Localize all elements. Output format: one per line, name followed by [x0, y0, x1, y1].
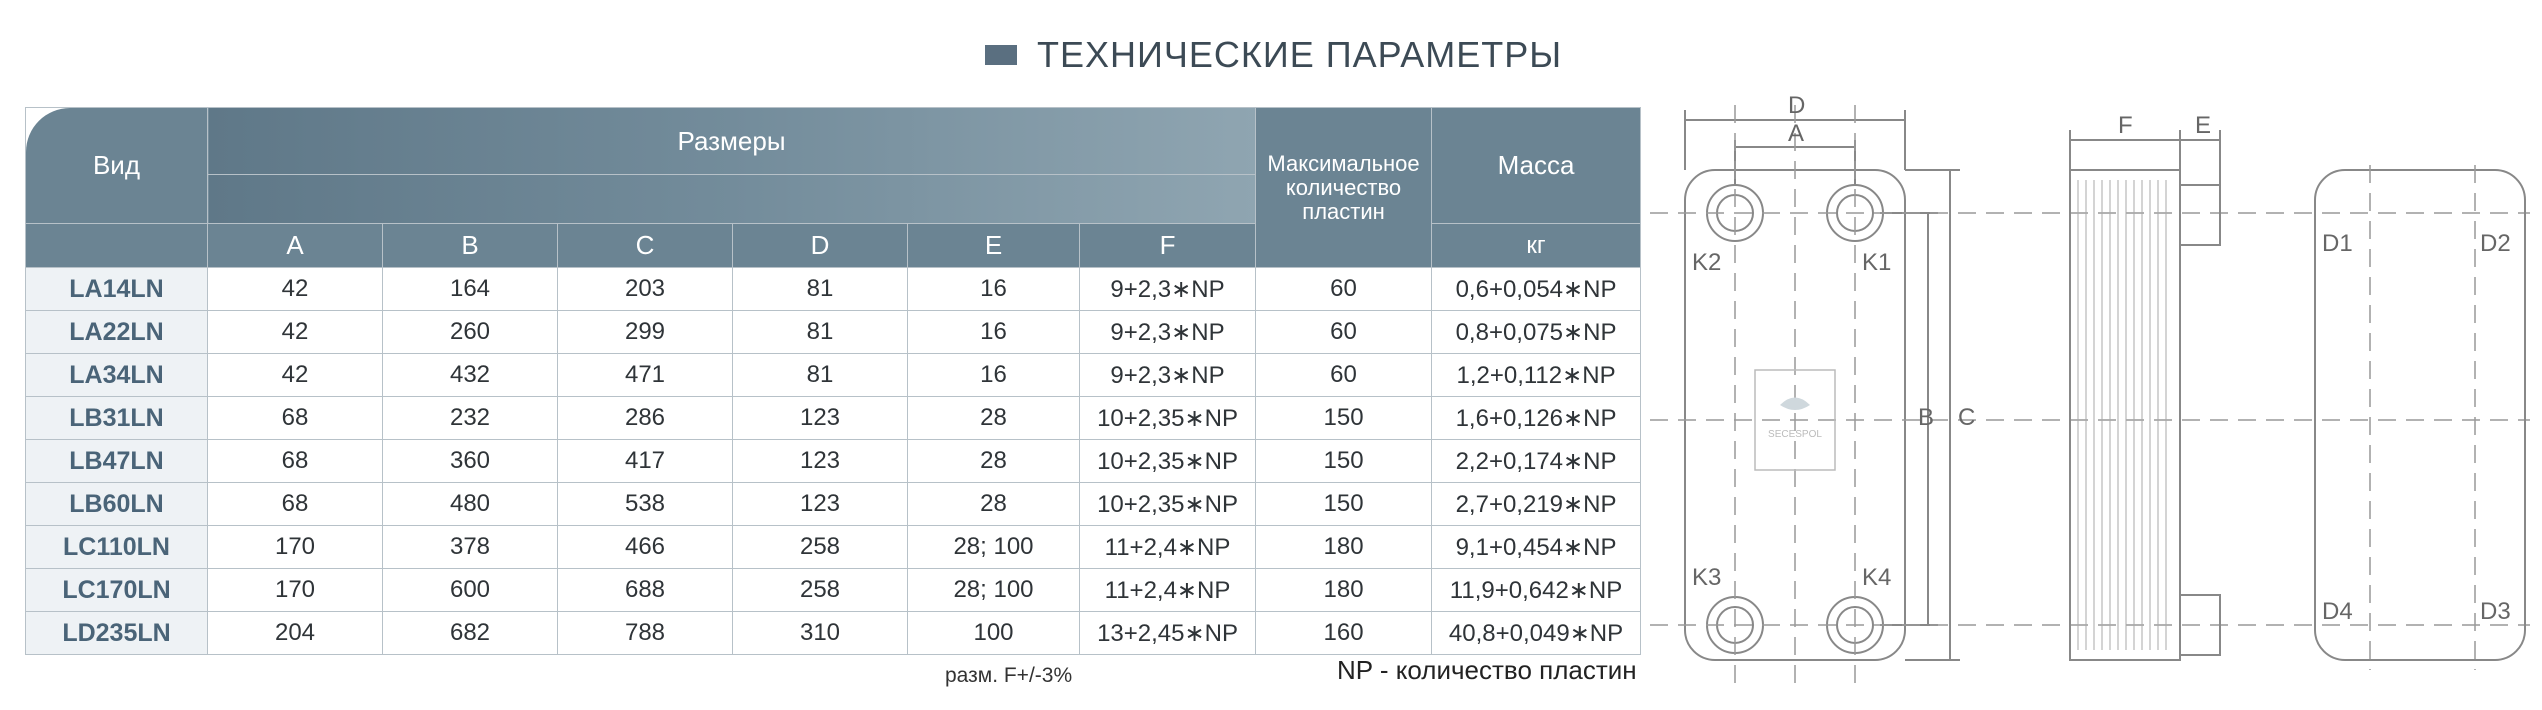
- cell-e: 28: [908, 440, 1080, 483]
- cell-d: 123: [733, 483, 908, 526]
- cell-c: 286: [558, 397, 733, 440]
- cell-e: 16: [908, 354, 1080, 397]
- cell-c: 688: [558, 569, 733, 612]
- header-sizes: Размеры: [208, 108, 1256, 175]
- cell-model: LC170LN: [26, 569, 208, 612]
- cell-d: 81: [733, 268, 908, 311]
- table-row: [26, 397, 1641, 440]
- label-f: F: [2118, 112, 2133, 139]
- cell-model: LA34LN: [26, 354, 208, 397]
- cell-f: 9+2,3∗NP: [1080, 268, 1256, 311]
- cell-max: 180: [1256, 569, 1432, 612]
- label-d4: D4: [2322, 598, 2353, 625]
- cell-b: 164: [383, 268, 558, 311]
- table-row: [26, 268, 1641, 311]
- cell-model: LB47LN: [26, 440, 208, 483]
- cell-max: 60: [1256, 354, 1432, 397]
- cell-a: 170: [208, 526, 383, 569]
- cell-c: 788: [558, 612, 733, 655]
- cell-mass: 1,6+0,126∗NP: [1432, 397, 1641, 440]
- cell-e: 100: [908, 612, 1080, 655]
- cell-a: 68: [208, 440, 383, 483]
- section-title: [985, 30, 1562, 80]
- back-view-centerlines: [2370, 165, 2475, 670]
- cell-max: 160: [1256, 612, 1432, 655]
- title-marker: [985, 45, 1017, 65]
- label-k1: K1: [1862, 249, 1892, 276]
- cell-c: 466: [558, 526, 733, 569]
- cell-b: 600: [383, 569, 558, 612]
- cell-d: 123: [733, 440, 908, 483]
- label-d2: D2: [2480, 230, 2511, 257]
- cell-f: 10+2,35∗NP: [1080, 397, 1256, 440]
- table-row: [26, 354, 1641, 397]
- cell-a: 68: [208, 397, 383, 440]
- cell-a: 204: [208, 612, 383, 655]
- cell-max: 60: [1256, 268, 1432, 311]
- cell-model: LD235LN: [26, 612, 208, 655]
- label-k4: K4: [1862, 564, 1892, 591]
- cell-d: 81: [733, 311, 908, 354]
- cell-c: 417: [558, 440, 733, 483]
- cell-max: 150: [1256, 483, 1432, 526]
- cell-e: 16: [908, 268, 1080, 311]
- spec-table: [25, 107, 1641, 655]
- cell-a: 42: [208, 354, 383, 397]
- cell-d: 81: [733, 354, 908, 397]
- tolerance-note: разм. F+/-3%: [945, 664, 1073, 687]
- cell-f: 11+2,4∗NP: [1080, 526, 1256, 569]
- cell-d: 258: [733, 526, 908, 569]
- header-dim-d: D: [733, 224, 908, 268]
- cell-f: 10+2,35∗NP: [1080, 483, 1256, 526]
- header-vid: Вид: [26, 108, 208, 224]
- table-row: [26, 569, 1641, 612]
- cell-b: 378: [383, 526, 558, 569]
- header-dim-e: E: [908, 224, 1080, 268]
- cell-e: 16: [908, 311, 1080, 354]
- cell-e: 28; 100: [908, 526, 1080, 569]
- cell-e: 28: [908, 397, 1080, 440]
- cell-a: 42: [208, 311, 383, 354]
- header-mass: Масса: [1432, 108, 1641, 224]
- cell-f: 9+2,3∗NP: [1080, 311, 1256, 354]
- table-row: [26, 612, 1641, 655]
- table-row: [26, 526, 1641, 569]
- cell-d: 310: [733, 612, 908, 655]
- cell-a: 68: [208, 483, 383, 526]
- label-c: C: [1958, 404, 1976, 431]
- cell-max: 150: [1256, 397, 1432, 440]
- header-max-plates: Максимальное количество пластин: [1256, 108, 1432, 268]
- cell-e: 28: [908, 483, 1080, 526]
- cell-b: 232: [383, 397, 558, 440]
- header-sizes-sub: [208, 175, 1256, 224]
- cell-mass: 1,2+0,112∗NP: [1432, 354, 1641, 397]
- cell-c: 471: [558, 354, 733, 397]
- cell-b: 480: [383, 483, 558, 526]
- cell-mass: 40,8+0,049∗NP: [1432, 612, 1641, 655]
- label-d3: D3: [2480, 598, 2511, 625]
- svg-text:SECESPOL: SECESPOL: [1768, 429, 1822, 440]
- cell-b: 260: [383, 311, 558, 354]
- cell-mass: 11,9+0,642∗NP: [1432, 569, 1641, 612]
- label-d: D: [1788, 92, 1806, 119]
- side-view: [2070, 130, 2220, 660]
- cell-a: 170: [208, 569, 383, 612]
- cell-d: 258: [733, 569, 908, 612]
- cell-max: 180: [1256, 526, 1432, 569]
- cell-a: 42: [208, 268, 383, 311]
- cell-mass: 2,2+0,174∗NP: [1432, 440, 1641, 483]
- cell-model: LC110LN: [26, 526, 208, 569]
- label-a: A: [1788, 120, 1805, 147]
- cell-model: LB31LN: [26, 397, 208, 440]
- cell-c: 538: [558, 483, 733, 526]
- table-row: [26, 483, 1641, 526]
- label-d1: D1: [2322, 230, 2353, 257]
- label-b: B: [1918, 404, 1935, 431]
- cell-f: 13+2,45∗NP: [1080, 612, 1256, 655]
- cell-max: 150: [1256, 440, 1432, 483]
- technical-drawing: [1650, 85, 2530, 695]
- np-note: NP - количество пластин: [1337, 655, 1637, 685]
- header-mass-unit: кг: [1432, 224, 1641, 268]
- cell-mass: 0,6+0,054∗NP: [1432, 268, 1641, 311]
- cell-f: 11+2,4∗NP: [1080, 569, 1256, 612]
- label-k2: K2: [1692, 249, 1722, 276]
- label-k3: K3: [1692, 564, 1722, 591]
- header-dim-a: A: [208, 224, 383, 268]
- cell-max: 60: [1256, 311, 1432, 354]
- table-row: [26, 440, 1641, 483]
- cell-mass: 9,1+0,454∗NP: [1432, 526, 1641, 569]
- cell-b: 682: [383, 612, 558, 655]
- cell-f: 9+2,3∗NP: [1080, 354, 1256, 397]
- cell-model: LB60LN: [26, 483, 208, 526]
- header-dim-f: F: [1080, 224, 1256, 268]
- cell-c: 299: [558, 311, 733, 354]
- cell-d: 123: [733, 397, 908, 440]
- cell-model: LA14LN: [26, 268, 208, 311]
- side-view-plate-lines: [2078, 180, 2166, 650]
- cell-c: 203: [558, 268, 733, 311]
- cell-b: 432: [383, 354, 558, 397]
- title-text: ТЕХНИЧЕСКИЕ ПАРАМЕТРЫ: [1037, 34, 1563, 75]
- label-e: E: [2195, 112, 2212, 139]
- header-dim-c: C: [558, 224, 733, 268]
- cell-mass: 0,8+0,075∗NP: [1432, 311, 1641, 354]
- cell-f: 10+2,35∗NP: [1080, 440, 1256, 483]
- cell-e: 28; 100: [908, 569, 1080, 612]
- header-vid-blank: [26, 224, 208, 268]
- cell-b: 360: [383, 440, 558, 483]
- cell-mass: 2,7+0,219∗NP: [1432, 483, 1641, 526]
- header-dim-b: B: [383, 224, 558, 268]
- cell-model: LA22LN: [26, 311, 208, 354]
- table-row: [26, 311, 1641, 354]
